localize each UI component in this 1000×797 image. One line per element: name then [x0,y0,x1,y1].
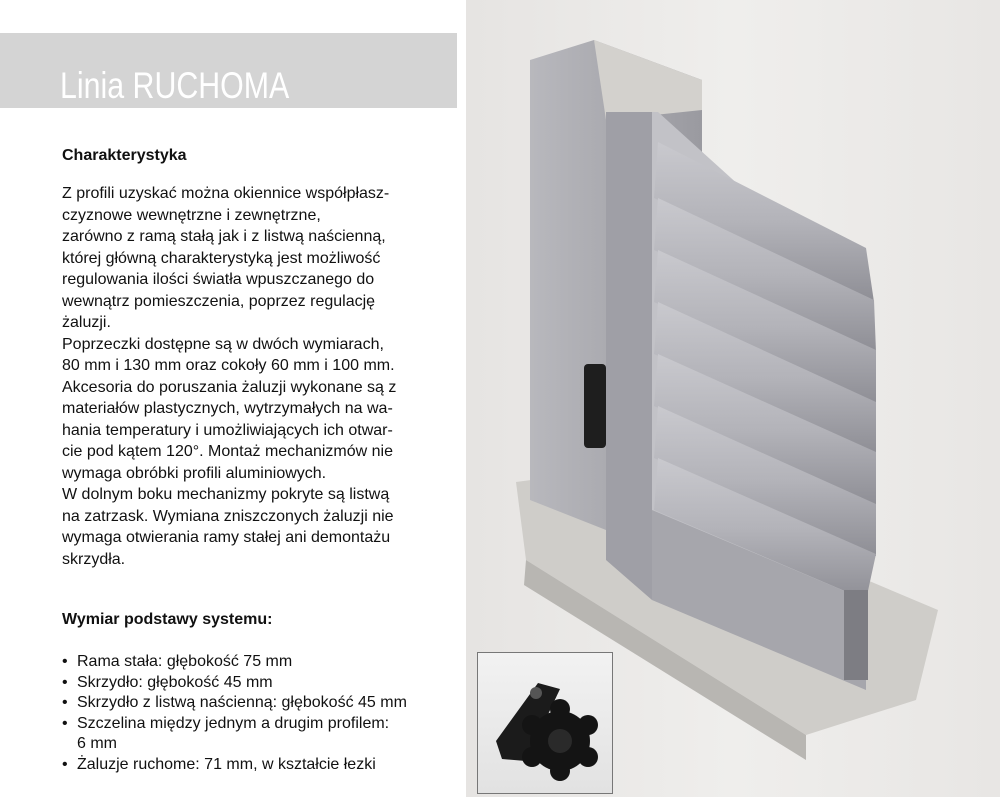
page-title: Linia RUCHOMA [60,65,290,106]
list-item: • Skrzydło: głębokość 45 mm [62,673,434,694]
list-item: • Skrzydło z listwą naścienną: głębokość 45 mm [62,693,434,714]
list-item: • Żaluzje ruchome: 71 mm, w kształcie łezki [62,755,434,776]
hinge-icon [584,364,606,448]
dimensions-heading: Wymiar podstawy systemu: [62,611,273,628]
list-item: • Rama stała: głębokość 75 mm [62,652,434,673]
characteristics-heading: Charakterystyka [62,147,187,164]
dimensions-list-wrap [62,652,434,775]
section-dimensions [62,610,424,630]
dimensions-list [62,652,434,775]
characteristics-paragraph: Z profili uzyskać można okiennice współpłasz- czyznowe wewnętrzne i zewnętrzne, zarówno z ramą stałą jak i z listwą naścienną, której główną charakterystyką jest możliwość regulowania ilości światła wpuszczanego do wewnątrz pomieszczenia, poprzez regulację żaluzji. Poprzeczki dostępne są w dwóch wymiarach, 80 mm i 130 mm oraz cokoły 60 mm i 100 mm. Akcesoria do poruszania żaluzji wykonane są z materiałów plastycznych, wytrzymałych na wa- hania temperatury i umożliwiających ich otwar- cie pod kątem 120°. Montaż mechanizmów nie wymaga obróbki profili aluminiowych. W dolnym boku mechanizmy pokryte są listwą na zatrzask. Wymiana zniszczonych żaluzji nie wymaga otwierania ramy stałej ani demontażu skrzydła. [62,185,397,568]
section-characteristics [62,146,424,166]
knob-inset-photo [477,652,613,794]
characteristics-body [62,183,434,570]
adjustment-knob-illustration [478,653,612,793]
list-item: • Szczelina między jednym a drugim profilem: 6 mm [62,714,434,755]
